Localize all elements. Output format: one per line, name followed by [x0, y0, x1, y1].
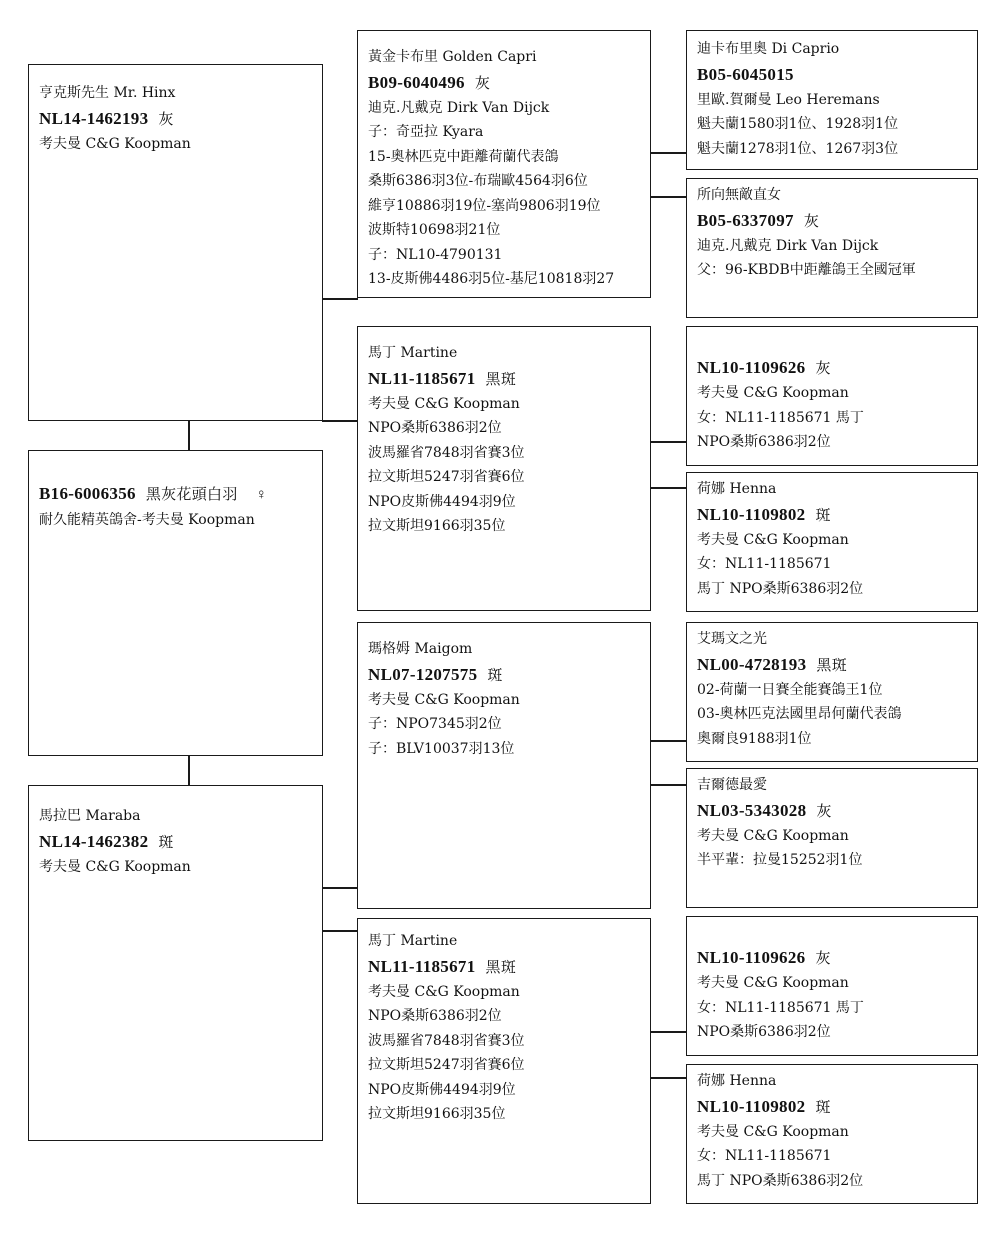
sire-dam-box	[357, 326, 651, 611]
gg6-color: 灰	[816, 801, 832, 820]
gg8-color: 斑	[815, 1097, 831, 1116]
dam-box	[28, 785, 323, 1141]
gg2-info-line: 迪克.凡戴克 Dirk Van Dijck	[697, 237, 879, 254]
connector-sire-out	[322, 298, 358, 300]
gg5-info-line: 奧爾良9188羽1位	[697, 730, 812, 747]
sire-sire-info-line: 迪克.凡戴克 Dirk Van Dijck	[368, 99, 550, 116]
gg3-color: 灰	[815, 359, 831, 377]
sire-dam-info-line: 考夫曼 C&G Koopman	[368, 395, 520, 412]
gg2-info-line: 父：96-KBDB中距離鴿王全國冠軍	[697, 262, 916, 278]
gg6-info-line: 半平輩：拉曼15252羽1位	[697, 852, 863, 868]
sire-sire-info-line: 維亨10886羽19位-塞尚9806羽19位	[368, 197, 601, 214]
gg8-info-line: 馬丁 NPO桑斯6386羽2位	[697, 1172, 864, 1189]
sire-name: 亨克斯先生 Mr. Hinx	[39, 85, 176, 101]
gg3-ring: NL10-1109626	[697, 358, 806, 377]
dam-sire-ring: NL07-1207575	[368, 664, 478, 684]
subject-color: 黑灰花頭白羽	[145, 485, 238, 503]
gg7-info-line: 女：NL11-1185671 馬丁	[697, 999, 864, 1016]
sire-dam-info-line: 拉文斯坦5247羽省賽6位	[368, 469, 525, 485]
dam-dam-info-line: 考夫曼 C&G Koopman	[368, 983, 520, 1000]
gg2-box	[686, 178, 978, 318]
sire-info-line: 考夫曼 C&G Koopman	[39, 135, 191, 152]
gg3-info-line: 考夫曼 C&G Koopman	[697, 385, 849, 401]
gg5-name: 艾瑪文之光	[697, 631, 767, 647]
gg4-color: 斑	[815, 505, 831, 524]
sire-sire-info-line: 子：奇亞拉 Kyara	[368, 124, 484, 140]
connector-gg1	[650, 152, 686, 154]
sire-sire-info-line: 13-皮斯佛4486羽5位-基尼10818羽27	[368, 271, 615, 287]
gg7-info-line: NPO桑斯6386羽2位	[697, 1024, 831, 1040]
connector-gg6	[650, 784, 686, 786]
gg4-box	[686, 472, 978, 612]
gg3-info-line: NPO桑斯6386羽2位	[697, 434, 831, 450]
connector-dam-out	[322, 887, 358, 889]
gg5-info-line: 03-奧林匹克法國里昂何蘭代表鴿	[697, 706, 902, 722]
sire-ring: NL14-1462193	[39, 108, 149, 128]
sire-dam-info-line: 波馬羅省7848羽省賽3位	[368, 444, 525, 461]
dam-sire-name: 瑪格姆 Maigom	[368, 641, 473, 657]
sire-dam-ring: NL11-1185671	[368, 368, 476, 388]
gg6-ring: NL03-5343028	[697, 800, 807, 820]
dam-dam-info-line: 拉文斯坦9166羽35位	[368, 1106, 506, 1122]
connector-sire-subject	[188, 420, 190, 451]
dam-sire-info-line: 子：NPO7345羽2位	[368, 716, 502, 732]
subject-ring: B16-6006356	[39, 484, 136, 503]
subject-info-line: 耐久能精英鴿舍-考夫曼 Koopman	[39, 512, 255, 528]
gg1-name: 迪卡布里奧 Di Caprio	[697, 41, 840, 57]
gg6-name: 吉爾德最愛	[697, 777, 767, 793]
gg4-info-line: 考夫曼 C&G Koopman	[697, 531, 849, 548]
dam-dam-color: 黑斑	[485, 957, 517, 976]
gg1-info-line: 魁夫蘭1580羽1位、1928羽1位	[697, 116, 899, 132]
dam-dam-name: 馬丁 Martine	[368, 933, 458, 949]
gg2-color: 灰	[803, 211, 820, 230]
gg8-ring: NL10-1109802	[697, 1096, 806, 1116]
gg1-box	[686, 30, 978, 170]
dam-sire-color: 斑	[487, 665, 503, 684]
gg4-ring: NL10-1109802	[697, 504, 806, 524]
connector-gg4	[650, 487, 686, 489]
female-symbol-icon: ♀	[255, 487, 268, 503]
connector-gg3	[650, 441, 686, 443]
gg8-name: 荷娜 Henna	[697, 1073, 777, 1089]
connector-gg5	[650, 740, 686, 742]
gg4-info-line: 馬丁 NPO桑斯6386羽2位	[697, 580, 864, 597]
dam-sire-box	[357, 622, 651, 909]
sire-sire-info-line: 桑斯6386羽3位-布瑞歐4564羽6位	[368, 173, 588, 189]
subject-box	[28, 450, 323, 756]
sire-dam-info-line: NPO皮斯佛4494羽9位	[368, 493, 516, 510]
dam-ring: NL14-1462382	[39, 831, 149, 851]
gg8-box	[686, 1064, 978, 1204]
dam-color: 斑	[158, 832, 174, 851]
sire-dam-name: 馬丁 Martine	[368, 345, 458, 361]
gg8-info-line: 考夫曼 C&G Koopman	[697, 1123, 849, 1140]
connector-gg2	[650, 196, 686, 198]
sire-dam-info-line: NPO桑斯6386羽2位	[368, 420, 502, 436]
dam-dam-info-line: 拉文斯坦5247羽省賽6位	[368, 1057, 525, 1073]
dam-name: 馬拉巴 Maraba	[39, 808, 141, 824]
sire-sire-ring: B09-6040496	[368, 72, 465, 92]
gg3-info-line: 女：NL11-1185671 馬丁	[697, 409, 864, 426]
gg7-box	[686, 916, 978, 1056]
sire-color: 灰	[158, 109, 174, 128]
gg2-ring: B05-6337097	[697, 210, 794, 230]
gg2-name: 所向無敵直女	[697, 187, 781, 203]
gg1-ring: B05-6045015	[697, 64, 794, 84]
dam-sire-info-line: 考夫曼 C&G Koopman	[368, 691, 520, 708]
gg5-color: 黑斑	[816, 655, 847, 674]
gg6-info-line: 考夫曼 C&G Koopman	[697, 827, 849, 844]
sire-box	[28, 64, 323, 421]
gg7-color: 灰	[815, 949, 831, 967]
dam-dam-ring: NL11-1185671	[368, 956, 476, 976]
gg8-info-line: 女：NL11-1185671	[697, 1148, 832, 1164]
sire-sire-info-line: 子：NL10-4790131	[368, 246, 503, 263]
dam-sire-info-line: 子：BLV10037羽13位	[368, 740, 515, 757]
gg6-box	[686, 768, 978, 908]
sire-dam-color: 黑斑	[485, 369, 517, 388]
dam-dam-info-line: NPO皮斯佛4494羽9位	[368, 1081, 516, 1098]
sire-dam-info-line: 拉文斯坦9166羽35位	[368, 518, 506, 534]
connector-dam-to-dam-dam	[322, 930, 358, 932]
connector-gg8	[650, 1077, 686, 1079]
connector-sire-to-sire-dam	[322, 420, 358, 422]
gg5-info-line: 02-荷蘭一日賽全能賽鴿王1位	[697, 681, 883, 698]
dam-info-line: 考夫曼 C&G Koopman	[39, 858, 191, 875]
sire-sire-info-line: 15-奧林匹克中距離荷蘭代表鴿	[368, 148, 559, 165]
sire-sire-color: 灰	[474, 73, 491, 92]
sire-sire-box	[357, 30, 651, 298]
gg1-info-line: 里歐.賀爾曼 Leo Heremans	[697, 91, 880, 108]
gg7-ring: NL10-1109626	[697, 948, 806, 967]
dam-dam-info-line: NPO桑斯6386羽2位	[368, 1008, 502, 1024]
dam-dam-info-line: 波馬羅省7848羽省賽3位	[368, 1032, 525, 1049]
gg5-box	[686, 622, 978, 762]
gg4-name: 荷娜 Henna	[697, 481, 777, 497]
sire-sire-name: 黃金卡布里 Golden Capri	[368, 49, 537, 65]
dam-dam-box	[357, 918, 651, 1204]
gg7-info-line: 考夫曼 C&G Koopman	[697, 975, 849, 991]
gg4-info-line: 女：NL11-1185671	[697, 556, 832, 572]
gg5-ring: NL00-4728193	[697, 654, 807, 674]
sire-sire-info-line: 波斯特10698羽21位	[368, 222, 501, 238]
connector-subject-dam	[188, 755, 190, 786]
gg3-box	[686, 326, 978, 466]
gg1-info-line: 魁夫蘭1278羽1位、1267羽3位	[697, 140, 899, 157]
connector-gg7	[650, 1031, 686, 1033]
